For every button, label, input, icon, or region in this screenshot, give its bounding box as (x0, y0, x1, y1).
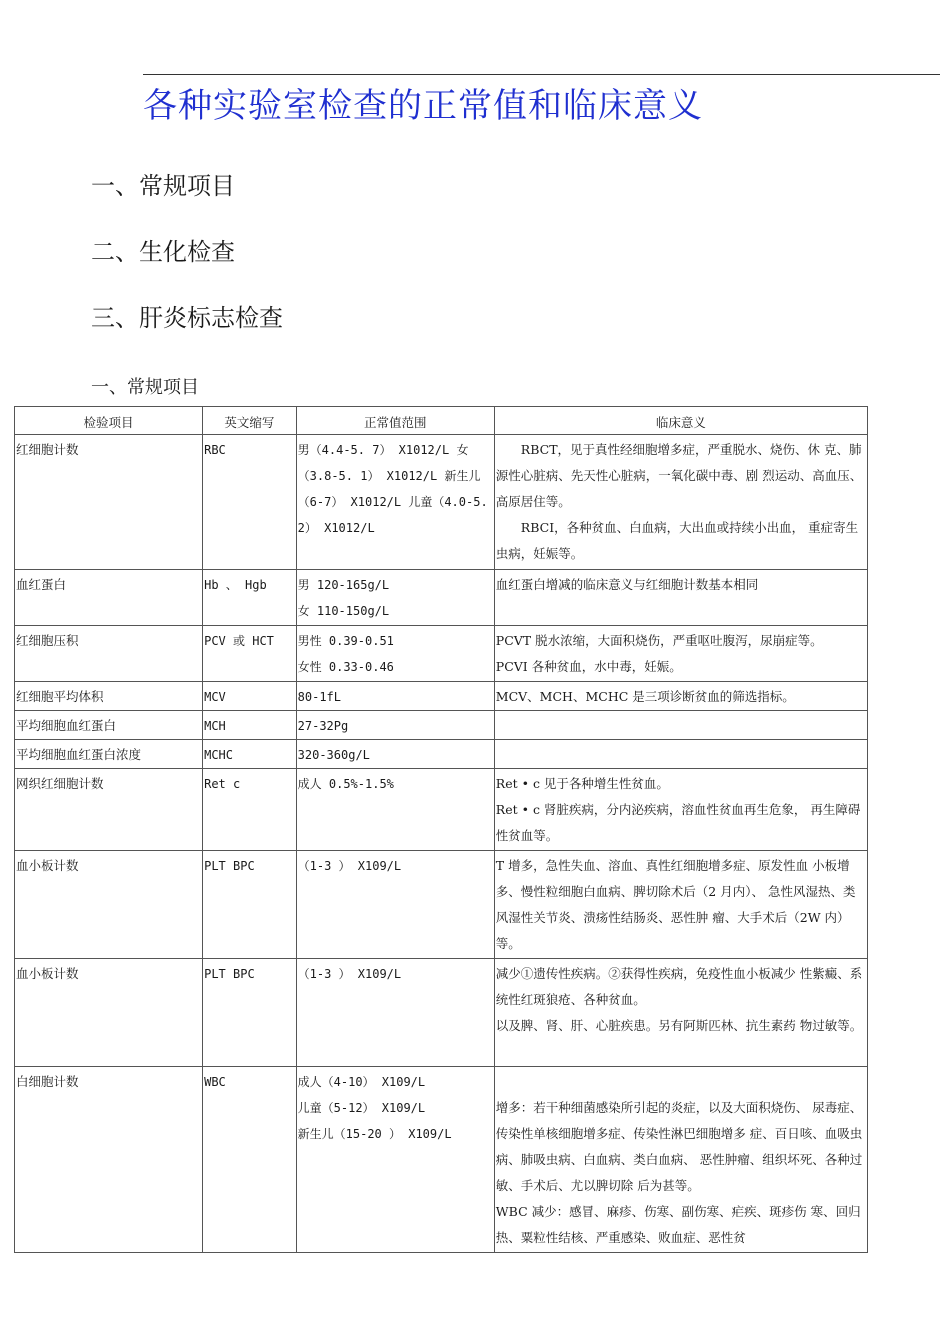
meaning-line: PCVT 脱水浓缩，大面积烧伤，严重呕吐腹泻，尿崩症等。 (495, 633, 823, 648)
table-header-row (15, 407, 868, 435)
cell-item: 红细胞平均体积 (15, 682, 203, 711)
range-line: 新生儿（15-20 ） X109/L (297, 1127, 452, 1141)
header-meaning: 临床意义 (494, 407, 867, 435)
table-row (15, 959, 868, 1067)
cell-item: 平均细胞血红蛋白浓度 (15, 740, 203, 769)
cell-item: 血红蛋白 (15, 570, 203, 626)
document-title: 各种实验室检查的正常值和临床意义 (143, 86, 703, 126)
section-heading: 一、常规项目 (91, 377, 199, 398)
meaning-line: RBCI，各种贫血、白血病，大出血或持续小出血， 重症寄生虫病，妊娠等。 (495, 520, 859, 561)
table-row (15, 769, 868, 851)
meaning-line: PCVI 各种贫血，水中毒，妊娠。 (495, 659, 682, 674)
meaning-line: 以及脾、肾、肝、心脏疾患。另有阿斯匹林、抗生素药 物过敏等。 (495, 1018, 863, 1033)
meaning-line: Ret • c 见于各种增生性贫血。 (495, 776, 669, 791)
cell-abbr: PLT BPC (203, 851, 297, 959)
cell-meaning (494, 626, 867, 682)
header-range: 正常值范围 (296, 407, 494, 435)
table-row (15, 570, 868, 626)
table-row (15, 682, 868, 711)
meaning-line: Ret • c 肾脏疾病，分内泌疾病，溶血性贫血再生危象， 再生障碍性贫血等。 (495, 802, 861, 843)
range-line: 儿童（5-12） X109/L (297, 1101, 426, 1115)
table-row (15, 740, 868, 769)
cell-range (296, 1067, 494, 1253)
toc-item-2: 二、生化检查 (91, 238, 235, 266)
header-item: 检验项目 (15, 407, 203, 435)
cell-item: 红细胞压积 (15, 626, 203, 682)
table-row (15, 851, 868, 959)
table-row (15, 435, 868, 570)
cell-range (296, 570, 494, 626)
cell-meaning: MCV、MCH、MCHC 是三项诊断贫血的筛选指标。 (494, 682, 867, 711)
range-line: 女 110-150g/L (297, 604, 390, 618)
meaning-line: WBC 减少：感冒、麻疹、伤寒、副伤寒、疟疾、斑疹伤 寒、回归热、粟粒性结核、严重感染、败血症、恶性贫 (495, 1204, 861, 1245)
range-line: 男 120-165g/L (297, 578, 390, 592)
cell-range (296, 435, 494, 570)
cell-range (296, 626, 494, 682)
cell-abbr: PLT BPC (203, 959, 297, 1067)
cell-abbr: PCV 或 HCT (203, 626, 297, 682)
cell-range: 成人 0.5%-1.5% (296, 769, 494, 851)
cell-meaning (494, 711, 867, 740)
top-rule (143, 74, 940, 75)
cell-item: 血小板计数 (15, 959, 203, 1067)
cell-item: 平均细胞血红蛋白 (15, 711, 203, 740)
cell-range: （1-3 ） X109/L (296, 959, 494, 1067)
cell-abbr: MCHC (203, 740, 297, 769)
cell-item: 血小板计数 (15, 851, 203, 959)
cell-meaning (494, 435, 867, 570)
range-line: 女性 0.33-0.46 (297, 660, 394, 674)
cell-meaning (494, 1067, 867, 1253)
lab-values-table (14, 406, 868, 1253)
cell-meaning: 血红蛋白增减的临床意义与红细胞计数基本相同 (494, 570, 867, 626)
meaning-line: RBCT，见于真性经细胞增多症，严重脱水、烧伤、休 克、肺源性心脏病、先天性心脏病，一氧化碳中毒、剧 烈运动、高血压、高原居住等。 (495, 442, 863, 509)
cell-abbr: Hb 、 Hgb (203, 570, 297, 626)
toc-item-3: 三、肝炎标志检查 (91, 304, 283, 332)
range-line: 男性 0.39-0.51 (297, 634, 394, 648)
cell-range: （1-3 ） X109/L (296, 851, 494, 959)
header-abbr: 英文缩写 (203, 407, 297, 435)
cell-meaning (494, 769, 867, 851)
cell-range: 320-360g/L (296, 740, 494, 769)
cell-item: 白细胞计数 (15, 1067, 203, 1253)
cell-abbr: MCH (203, 711, 297, 740)
table-row (15, 711, 868, 740)
meaning-line: 减少①遗传性疾病。②获得性疾病，免疫性血小板减少 性紫癜、系统性红斑狼疮、各种贫血。 (495, 966, 863, 1007)
toc-item-1: 一、常规项目 (91, 172, 235, 200)
table-row (15, 1067, 868, 1253)
cell-meaning (494, 959, 867, 1067)
meaning-line (496, 1069, 866, 1095)
cell-item: 红细胞计数 (15, 435, 203, 570)
cell-abbr: MCV (203, 682, 297, 711)
range-line: 成人（4-10） X109/L (297, 1075, 426, 1089)
cell-meaning (494, 740, 867, 769)
cell-range: 80-1fL (296, 682, 494, 711)
cell-abbr: WBC (203, 1067, 297, 1253)
cell-abbr: RBC (203, 435, 297, 570)
cell-range: 27-32Pg (296, 711, 494, 740)
meaning-line: 增多：若干种细菌感染所引起的炎症，以及大面积烧伤、 尿毒症、传染性单核细胞增多症、传染性淋巴细胞增多 症、百日咳、血吸虫病、肺吸虫病、白血病、类白血病、 恶性肿瘤、组织坏死、各种过敏、手术后、尤以脾切除 后为甚等。 (495, 1100, 863, 1193)
cell-item: 网织红细胞计数 (15, 769, 203, 851)
cell-abbr: Ret c (203, 769, 297, 851)
range-line: 男（4.4-5. 7） X1012/L 女（3.8-5. 1） X1012/L 新生儿（6-7） X1012/L 儿童（4.0-5.2） X1012/L (297, 443, 488, 535)
cell-meaning: T 增多，急性失血、溶血、真性红细胞增多症、原发性血 小板增多、慢性粒细胞白血病、脾切除术后（2 月内）、 急性风湿热、类风湿性关节炎、溃疡性结肠炎、恶性肿 瘤、大手术后（2W 内）等。 (494, 851, 867, 959)
table-row (15, 626, 868, 682)
